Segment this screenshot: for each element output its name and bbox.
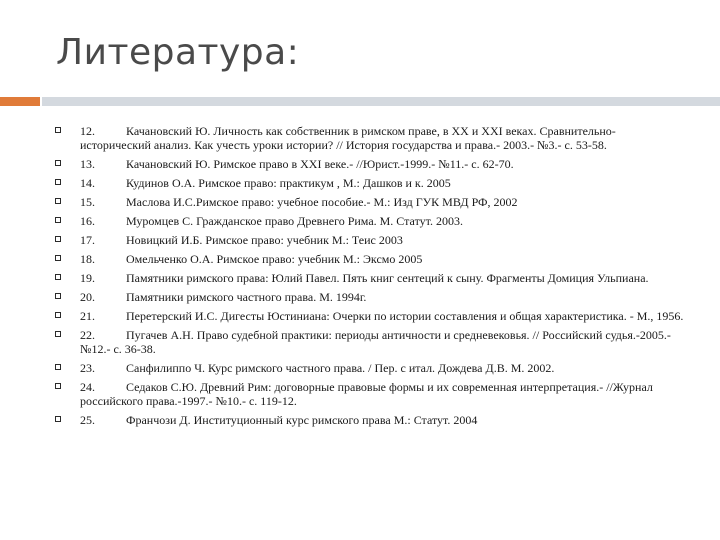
item-number: 20. xyxy=(80,290,95,304)
square-bullet-icon xyxy=(55,383,61,389)
square-bullet-icon xyxy=(55,198,61,204)
item-text: Качановский Ю. Римское право в XXI веке.- //Юрист.-1999.- №11.- с. 62-70. xyxy=(126,157,514,171)
list-item xyxy=(0,328,720,356)
item-number: 13. xyxy=(80,157,95,171)
reference-list xyxy=(0,124,720,432)
item-text: Новицкий И.Б. Римское право: учебник М.: Теис 2003 xyxy=(126,233,403,247)
item-number: 21. xyxy=(80,309,95,323)
item-text: Памятники римского частного права. М. 1994г. xyxy=(126,290,367,304)
item-number: 22. xyxy=(80,328,95,342)
square-bullet-icon xyxy=(55,217,61,223)
list-item xyxy=(0,124,720,152)
item-text: Памятники римского права: Юлий Павел. Пять книг сентеций к сыну. Фрагменты Домиция Ульпиана. xyxy=(126,271,649,285)
square-bullet-icon xyxy=(55,179,61,185)
list-item xyxy=(0,233,720,247)
square-bullet-icon xyxy=(55,127,61,133)
item-number: 18. xyxy=(80,252,95,266)
list-item xyxy=(0,290,720,304)
item-text: Франчози Д. Институционный курс римского права М.: Статут. 2004 xyxy=(126,413,478,427)
item-text: Седаков С.Ю. Древний Рим: договорные правовые формы и их современная интерпретация.- //Журнал российского права.-1997.- №10.- с. 119-12. xyxy=(80,380,653,408)
item-number: 16. xyxy=(80,214,95,228)
item-text: Пугачев А.Н. Право судебной практики: периоды античности и средневековья. // Российский судья.-2005.- №12.- с. 36-38. xyxy=(80,328,671,356)
item-text: Санфилиппо Ч. Курс римского частного права. / Пер. с итал. Дождева Д.В. М. 2002. xyxy=(126,361,555,375)
list-item xyxy=(0,157,720,171)
list-item xyxy=(0,361,720,375)
square-bullet-icon xyxy=(55,364,61,370)
item-number: 14. xyxy=(80,176,95,190)
title-rule xyxy=(42,97,720,106)
square-bullet-icon xyxy=(55,236,61,242)
square-bullet-icon xyxy=(55,312,61,318)
square-bullet-icon xyxy=(55,416,61,422)
item-number: 23. xyxy=(80,361,95,375)
list-item xyxy=(0,271,720,285)
item-text: Качановский Ю. Личность как собственник в римском праве, в XX и XXI веках. Сравнительно-исторический анализ. Как учесть уроки истории? // История государства и права.- 2003.- №3.- с. 53-58. xyxy=(80,124,616,152)
item-text: Муромцев С. Гражданское право Древнего Рима. М. Статут. 2003. xyxy=(126,214,463,228)
title-area xyxy=(0,0,720,90)
item-number: 17. xyxy=(80,233,95,247)
square-bullet-icon xyxy=(55,274,61,280)
list-item xyxy=(0,309,720,323)
item-number: 15. xyxy=(80,195,95,209)
item-text: Кудинов О.А. Римское право: практикум , М.: Дашков и к. 2005 xyxy=(126,176,451,190)
item-number: 24. xyxy=(80,380,95,394)
item-number: 25. xyxy=(80,413,95,427)
list-item xyxy=(0,413,720,427)
title-rule-accent xyxy=(0,97,40,106)
item-text: Перетерский И.С. Дигесты Юстиниана: Очерки по истории составления и общая характеристика. - М., 1956. xyxy=(126,309,684,323)
square-bullet-icon xyxy=(55,293,61,299)
list-item xyxy=(0,176,720,190)
list-item xyxy=(0,380,720,408)
item-text: Маслова И.С.Римское право: учебное пособие.- М.: Изд ГУК МВД РФ, 2002 xyxy=(126,195,518,209)
item-text: Омельченко О.А. Римское право: учебник М.: Эксмо 2005 xyxy=(126,252,423,266)
square-bullet-icon xyxy=(55,331,61,337)
list-item xyxy=(0,214,720,228)
square-bullet-icon xyxy=(55,160,61,166)
item-number: 12. xyxy=(80,124,95,138)
list-item xyxy=(0,252,720,266)
square-bullet-icon xyxy=(55,255,61,261)
item-number: 19. xyxy=(80,271,95,285)
list-item xyxy=(0,195,720,209)
slide-title: Литература: xyxy=(56,32,300,73)
